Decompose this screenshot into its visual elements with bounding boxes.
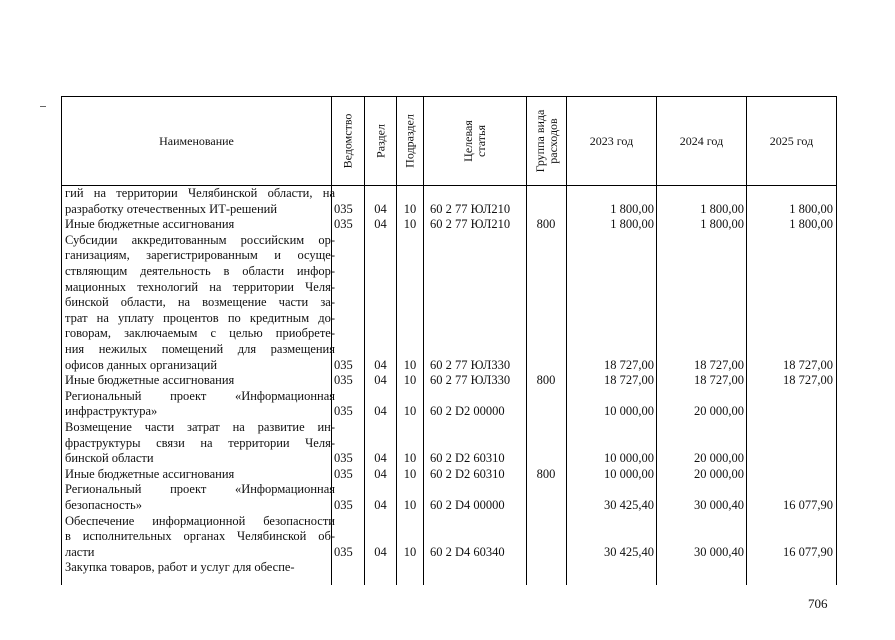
row-raz: 04 xyxy=(374,373,387,388)
row-pod: 10 xyxy=(403,201,417,216)
row-y2023: 1 800,00 xyxy=(610,201,654,216)
table-row xyxy=(62,233,836,373)
row-y2025: 16 077,90 xyxy=(783,497,833,512)
row-ved: 035 xyxy=(334,201,353,216)
row-ved: 035 xyxy=(334,373,353,388)
row-pod: 10 xyxy=(403,544,417,559)
table-row xyxy=(62,514,836,561)
row-target: 60 2 D4 00000 xyxy=(430,497,505,512)
row-y2024: 30 000,40 xyxy=(694,544,744,559)
row-group: 800 xyxy=(536,373,556,388)
row-name-line: трат на уплату процентов по кредитным до- xyxy=(65,310,335,325)
row-y2023: 1 800,00 xyxy=(610,217,654,232)
row-raz: 04 xyxy=(374,466,387,481)
row-name-line: гий на территории Челябинской области, на xyxy=(65,186,335,200)
row-ved: 035 xyxy=(334,357,353,372)
row-y2024: 20 000,00 xyxy=(694,451,744,466)
row-target: 60 2 D2 00000 xyxy=(430,404,505,419)
row-name-line: бинской области xyxy=(65,451,154,466)
row-y2025: 18 727,00 xyxy=(783,373,833,388)
row-pod: 10 xyxy=(403,404,417,419)
row-name-line: в исполнительных органах Челябинской об- xyxy=(65,529,335,544)
row-name-line: разработку отечественных ИТ-решений xyxy=(65,201,278,216)
header-podrazdel: Подраздел xyxy=(402,114,417,168)
header-name: Наименование xyxy=(159,133,234,148)
row-raz: 04 xyxy=(374,217,387,232)
row-raz: 04 xyxy=(374,404,387,419)
row-y2024: 1 800,00 xyxy=(700,217,744,232)
row-y2024: 18 727,00 xyxy=(694,357,744,372)
row-pod: 10 xyxy=(403,217,417,232)
row-target: 60 2 77 ЮЛ210 xyxy=(430,201,511,216)
row-y2025: 1 800,00 xyxy=(789,201,833,216)
row-target: 60 2 D2 60310 xyxy=(430,451,505,466)
row-y2025: 18 727,00 xyxy=(783,357,833,372)
row-ved: 035 xyxy=(334,544,353,559)
row-name-line: мационных технологий на территории Челя- xyxy=(65,279,335,294)
row-pod: 10 xyxy=(403,451,417,466)
row-target: 60 2 77 ЮЛ210 xyxy=(430,217,511,232)
row-y2023: 18 727,00 xyxy=(604,373,654,388)
row-raz: 04 xyxy=(374,497,387,512)
table-row xyxy=(62,420,836,467)
page-number: 706 xyxy=(808,596,828,611)
row-ved: 035 xyxy=(334,497,353,512)
row-raz: 04 xyxy=(374,544,387,559)
row-y2024: 20 000,00 xyxy=(694,404,744,419)
row-y2023: 30 425,40 xyxy=(604,497,654,512)
row-group: 800 xyxy=(536,217,556,232)
row-name-line: Субсидии аккредитованным российским ор- xyxy=(65,232,335,247)
header-razdel: Раздел xyxy=(373,124,387,158)
row-y2025: 16 077,90 xyxy=(783,544,833,559)
table-row xyxy=(62,186,836,217)
row-name-line: офисов данных организаций xyxy=(65,357,218,372)
row-name-line: Возмещение части затрат на развитие ин- xyxy=(65,420,335,434)
row-name-line: Иные бюджетные ассигнования xyxy=(65,373,235,388)
row-raz: 04 xyxy=(374,357,387,372)
row-name-line: ния нежилых помещений для размещения xyxy=(65,341,335,356)
row-name-line: ласти xyxy=(65,544,95,559)
table-row xyxy=(62,467,836,483)
row-y2024: 1 800,00 xyxy=(700,201,744,216)
row-y2024: 30 000,40 xyxy=(694,497,744,512)
row-y2024: 18 727,00 xyxy=(694,373,744,388)
row-name-line: безопасность» xyxy=(65,497,143,512)
row-name-line: Обеспечение информационной безопасности xyxy=(65,513,335,528)
row-group: 800 xyxy=(536,466,556,481)
row-target: 60 2 77 ЮЛ330 xyxy=(430,373,511,388)
row-y2023: 10 000,00 xyxy=(604,466,654,481)
row-name-line: Закупка товаров, работ и услуг для обеспе- xyxy=(65,560,295,575)
header-target: Целевая статья xyxy=(461,120,488,162)
row-ved: 035 xyxy=(334,451,353,466)
margin-tick xyxy=(40,106,46,107)
row-y2023: 10 000,00 xyxy=(604,404,654,419)
row-name-line: Иные бюджетные ассигнования xyxy=(65,217,235,232)
table-row xyxy=(62,217,836,233)
row-name-line: Региональный проект «Информационная xyxy=(65,482,335,497)
row-raz: 04 xyxy=(374,201,387,216)
row-ved: 035 xyxy=(334,217,353,232)
table-row xyxy=(62,389,836,420)
row-name-line: ствляющим деятельность в области инфор- xyxy=(65,263,335,278)
row-ved: 035 xyxy=(334,466,353,481)
row-name-line: Региональный проект «Информационная xyxy=(65,388,335,403)
row-pod: 10 xyxy=(403,466,417,481)
header-2025: 2025 год xyxy=(769,133,814,148)
row-name-line: ганизациям, зарегистрированным и осуще- xyxy=(65,248,335,263)
header-group: Группа вида расходов xyxy=(532,109,560,173)
row-raz: 04 xyxy=(374,451,387,466)
row-target: 60 2 D2 60310 xyxy=(430,466,505,481)
row-name-line: бинской области, на возмещение части за- xyxy=(65,295,335,310)
row-y2024: 20 000,00 xyxy=(694,466,744,481)
row-name-line: Иные бюджетные ассигнования xyxy=(65,466,235,481)
row-y2025: 1 800,00 xyxy=(789,217,833,232)
row-pod: 10 xyxy=(403,357,417,372)
row-y2023: 18 727,00 xyxy=(604,357,654,372)
row-target: 60 2 D4 60340 xyxy=(430,544,505,559)
row-pod: 10 xyxy=(403,373,417,388)
row-y2023: 10 000,00 xyxy=(604,451,654,466)
row-y2023: 30 425,40 xyxy=(604,544,654,559)
table-row xyxy=(62,482,836,513)
row-name-line: фраструктуры связи на территории Челя- xyxy=(65,435,335,450)
table-row xyxy=(62,560,836,576)
header-2023: 2023 год xyxy=(589,133,634,148)
row-target: 60 2 77 ЮЛ330 xyxy=(430,357,511,372)
header-2024: 2024 год xyxy=(679,133,724,148)
row-pod: 10 xyxy=(403,497,417,512)
row-name-line: говорам, заключаемым с целью приобрете- xyxy=(65,326,335,341)
table-row xyxy=(62,373,836,389)
budget-table xyxy=(61,96,837,585)
header-vedomstvo: Ведомство xyxy=(340,113,355,169)
row-ved: 035 xyxy=(334,404,353,419)
row-name-line: инфраструктура» xyxy=(65,404,158,419)
